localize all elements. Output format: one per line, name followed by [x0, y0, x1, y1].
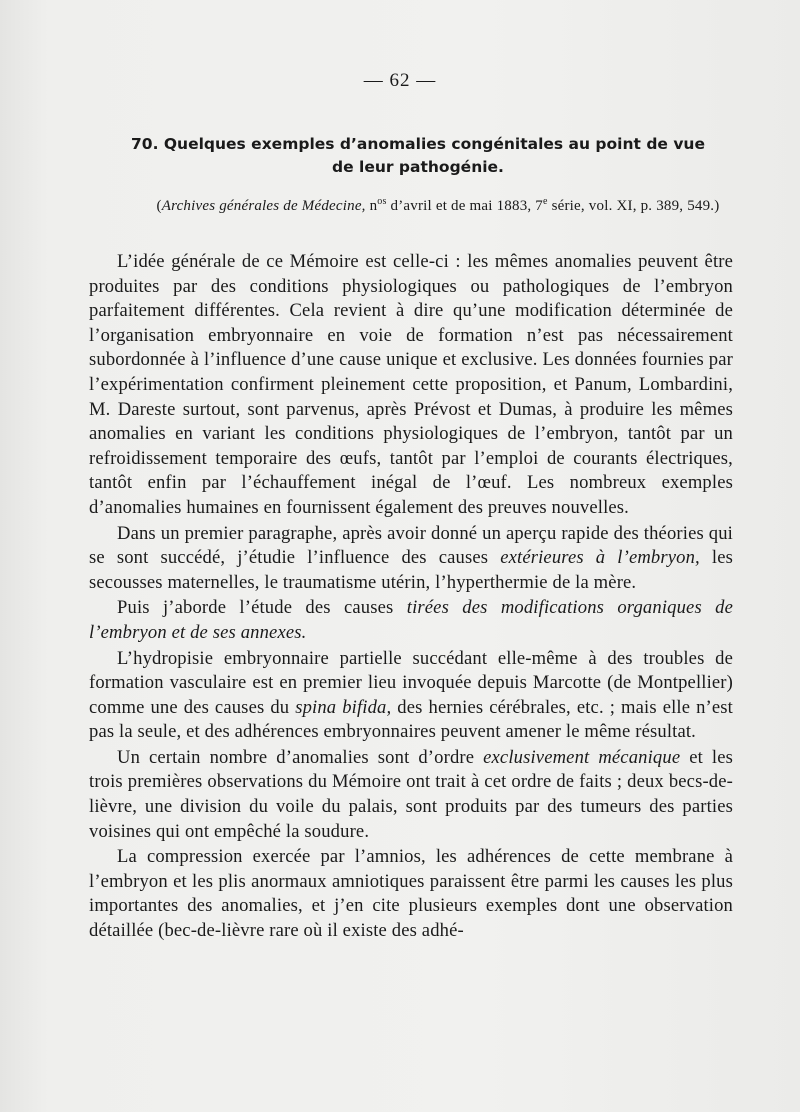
paragraph-3-italic: tirées des modifications organiques de l’embryon et de ses annexes.	[89, 597, 733, 643]
paragraph-3	[89, 596, 733, 645]
heading-title-part2: de leur pathogénie.	[332, 158, 504, 176]
paragraph-2-italic: extérieures à l’embryon,	[500, 547, 700, 569]
citation-details: d’avril et de mai 1883, 7	[390, 198, 543, 214]
paragraph-5-text-a: Un certain nombre d’anomalies sont d’ordre	[117, 746, 484, 768]
paragraph-6: La compression exercée par l’amnios, les adhérences de cette membrane à l’embryon et les plis anormaux amniotiques paraissent être parmi les causes les plus importantes des anomalies, et j’en cite plusieurs exemples dont une observation détaillée (bec-de-lièvre rare où il existe des adhé-	[89, 846, 733, 942]
paragraph-5-italic: exclusivement mécanique	[483, 746, 681, 768]
paragraph-4	[89, 647, 733, 745]
paragraph-2-text-a: Dans un premier paragraphe, après avoir donné un aperçu rapide des théories qui se sont succédé, j’étudie l’influence des causes	[89, 522, 733, 569]
citation-nos-sup: os	[377, 196, 387, 207]
paragraph-4-text-b: des hernies cérébrales, etc. ; mais elle n’est pas la seule, et des adhérences embryonnaires peuvent amener le même résultat.	[89, 696, 734, 743]
citation	[118, 196, 758, 215]
paragraph-4-italic: spina bifida,	[295, 696, 392, 718]
paragraph-5-text-b: et les trois premières observations du Mémoire ont trait à cet ordre de faits ; deux becs-de-lièvre, une division du voile du palais, sont produits par des tumeurs des parties voisines qui ont empêché la soudure.	[89, 746, 734, 842]
citation-open: (	[156, 198, 162, 214]
citation-nos: n	[369, 198, 378, 214]
section-heading	[118, 133, 718, 179]
heading-title-part1: Quelques exemples d’anomalies congénitales au point de vue	[163, 135, 705, 153]
citation-rest: série, vol. XI, p. 389, 549.)	[551, 198, 720, 214]
citation-serie-sup: e	[543, 196, 548, 207]
page-number: — 62 —	[363, 70, 437, 91]
paragraph-1: L’idée générale de ce Mémoire est celle-ci : les mêmes anomalies peuvent être produites par des conditions physiologiques ou pathologiques de l’embryon parfaitement différentes. Cela revient à dire qu’une modification déterminée de l’organisation embryonnaire en voie de formation n’est pas nécessairement subordonnée à l’influence d’une cause unique et exclusive. Les données fournies par l’expérimentation confirment pleinement cette proposition, et Panum, Lombardini, M. Dareste surtout, sont parvenus, après Prévost et Dumas, à produire les mêmes anomalies en variant les conditions physiologiques de l’embryon, tantôt par un refroidissement temporaire des œufs, tantôt par l’emploi de courants électriques, tantôt enfin par l’échauffement inégal de l’œuf. Les nombreux exemples d’anomalies humaines en fournissent également des preuves nouvelles.	[89, 251, 733, 518]
paragraph-2	[89, 522, 733, 596]
paragraph-2-text-b: les secousses maternelles, le traumatisme utérin, l’hyperthermie de la mère.	[89, 547, 734, 593]
body-text	[89, 250, 733, 944]
paragraph-4-text-a: L’hydropisie embryonnaire partielle succédant elle-même à des troubles de formation vasculaire est en premier lieu invoquée depuis Marcotte (de Montpellier) comme une des causes du	[89, 647, 733, 718]
paragraph-3-text-a: Puis j’aborde l’étude des causes	[117, 597, 407, 619]
heading-line-1	[118, 133, 718, 156]
heading-number: 70.	[131, 135, 159, 153]
paragraph-5	[89, 746, 733, 844]
citation-journal: Archives générales de Médecine,	[161, 198, 366, 214]
